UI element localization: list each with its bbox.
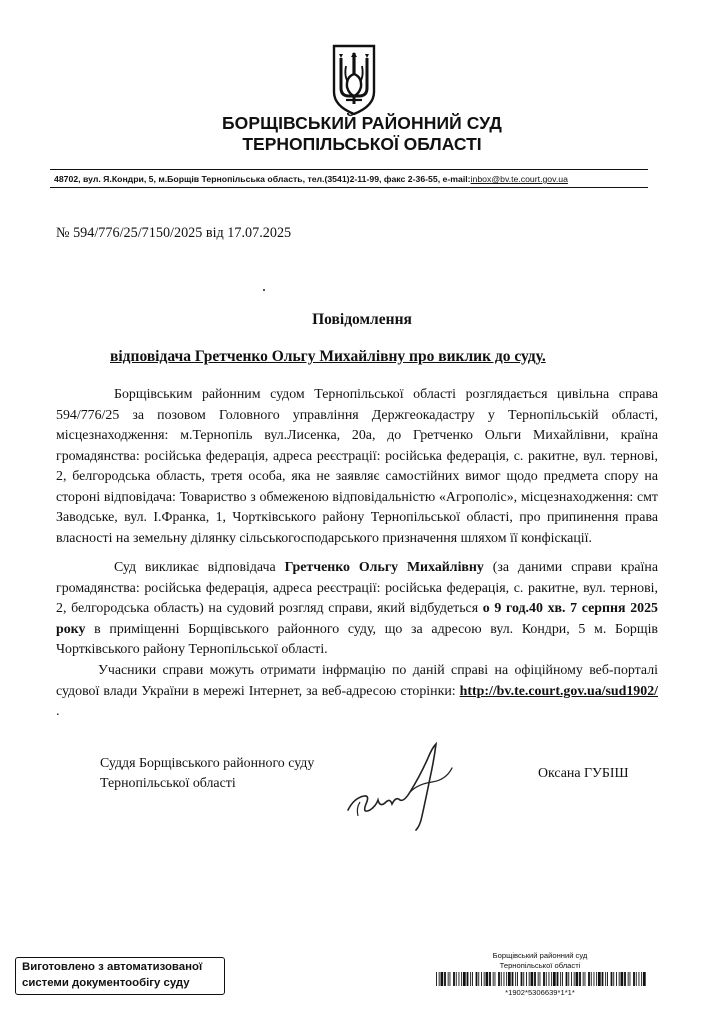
coat-of-arms-icon [331,44,377,116]
barcode-bar [551,972,552,986]
barcode-bar [534,972,536,986]
judge-position [100,754,314,794]
defendant-name: Гретченко Ольгу Михайлівну [284,560,484,575]
barcode-bar [619,972,620,986]
barcode-bar [594,972,595,986]
barcode-bar [439,972,440,986]
barcode-bar [616,972,617,986]
barcode-bar [546,972,547,986]
barcode-court-line2: Тернопільської області [499,961,581,970]
court-name-line1: БОРЩІВСЬКИЙ РАЙОННИЙ СУД [222,113,502,133]
barcode-bar [576,972,579,986]
barcode-bar [566,972,568,986]
barcode-bar [639,972,640,986]
barcode-bar [531,972,534,986]
summons-text-c: в приміщенні Борщівського районного суду, що за адресою вул. Кондри, 5 м. Борщів Чортківського району Тернопільської області. [56,621,658,657]
barcode-bar [521,972,523,986]
header-divider-bottom [50,187,648,188]
barcode-bar [611,972,613,986]
stamp-line1: Виготовлено з автоматизованої [22,961,203,973]
barcode-bar [526,972,527,986]
barcode-bar [540,972,541,986]
address-text: 48702, вул. Я.Кондри, 5, м.Борщів Тернопільська область, тел.(3541)2-11-99, факс 2-36-55, e-mail: [54,174,471,184]
barcode-bar [493,972,494,986]
barcode-bar [605,972,606,986]
barcode-bar [562,972,563,986]
barcode-bar [643,972,646,986]
judge-name: Оксана ГУБІШ [538,766,629,781]
barcode-bar [585,972,586,986]
barcode-bar [553,972,556,986]
barcode-bar [498,972,500,986]
paragraph-case-description: Борщівським районним судом Тернопільської області розглядається цивільна справа 594/776/25 за позовом Головного управління Держгеокадастру у Тернопільській області, місцезнаходження: м.Тернопіль вул.Лисенка, 20а, до Гретченко Ольги Михайлівни, країна громадянства: російська федерація, адреса реєстрації: російська федерація, с. ракитне, вул. тернові, 2, белгородська область, третя особа, яка не заявляє самостійних вимог щодо предмета спору на стороні відповідача: Товариство з обмеженою відповідальністю «Агрополіс», місцезнаходження: смт Заводське, вул. І.Франка, 1, Чортківського району Тернопільської області, про припинення права власності на земельну ділянку сільськогосподарського призначення шляхом її конфіскації. [56,387,658,546]
judge-position-line1: Суддя Борщівського районного суду [100,756,315,771]
paragraph-summons [56,558,658,661]
stamp-line2: системи документообігу суду [22,977,190,989]
document-barcode [436,972,646,986]
summons-text-a: Суд викликає відповідача [114,560,285,575]
barcode-bar [538,972,539,986]
barcode-bar [557,972,559,986]
barcode-court-label [460,951,620,971]
barcode-bar [574,972,575,986]
judge-position-line2: Тернопільської області [100,776,236,791]
barcode-bar [512,972,514,986]
barcode-bar [495,972,496,986]
hearing-time: о 9 год.40 хв. 7 серпня 2025 року [56,601,658,637]
web-info-end: . [56,704,60,719]
barcode-bar [624,972,626,986]
barcode-court-line1: Борщівський районний суд [492,951,588,960]
barcode-bar [484,972,485,986]
barcode-bar [504,972,505,986]
barcode-bar [506,972,507,986]
barcode-number: *1902*5306639*1*1* [505,988,575,997]
barcode-bar [633,972,635,986]
barcode-bar [489,972,491,986]
handwritten-signature [340,738,480,833]
barcode-bar [450,972,451,986]
barcode-bar [596,972,597,986]
automated-system-stamp [15,957,225,995]
registration-number: № 594/776/25/7150/2025 від 17.07.2025 [56,225,292,241]
summons-text-b: (за даними справи країна громадянства: російська федерація, адреса реєстрації: російська федерація, с. ракитне, вул. тернові, 2, белгородська область) на судовий розгляд справи, який відбудеться [56,560,659,616]
barcode-bar [467,972,469,986]
barcode-bar [543,972,545,986]
barcode-bar [621,972,624,986]
court-address [54,174,568,184]
barcode-bar [588,972,590,986]
barcode-bar [579,972,581,986]
court-name-line2: ТЕРНОПІЛЬСЬКОЇ ОБЛАСТІ [242,134,482,154]
barcode-bar [444,972,446,986]
barcode-bar [436,972,437,986]
court-website-link[interactable]: http://bv.te.court.gov.ua/sud1902/ [459,683,658,699]
barcode-bar [456,972,457,986]
barcode-bar [478,972,479,986]
barcode-bar [515,972,516,986]
barcode-bar [486,972,489,986]
barcode-bar [448,972,449,986]
document-title: Повідомлення [312,311,412,328]
barcode-bar [613,972,614,986]
barcode-bar [461,972,462,986]
court-email: inbox@bv.te.court.gov.ua [470,174,568,184]
barcode-bar [441,972,444,986]
barcode-bar [549,972,550,986]
barcode-bar [630,972,631,986]
barcode-bar [607,972,608,986]
barcode-bar [571,972,572,986]
barcode-bar [523,972,524,986]
barcode-bar [476,972,478,986]
web-info-text: Учасники справи можуть отримати інфрмацію по даній справі на офіційному веб-порталі судової влади України в мережі Інтернет, за веб-адресою сторінки: [56,663,658,699]
barcode-bar [568,972,569,986]
barcode-bar [591,972,592,986]
barcode-bar [453,972,455,986]
barcode-bar [517,972,518,986]
barcode-bar [636,972,637,986]
header-divider-top [50,169,648,170]
barcode-bar [583,972,584,986]
barcode-bar [472,972,473,986]
paragraph-web-info [56,661,658,723]
barcode-bar [508,972,511,986]
barcode-bar [560,972,561,986]
scan-dot [263,289,265,291]
barcode-bar [459,972,460,986]
barcode-bar [598,972,601,986]
barcode-bar [501,972,502,986]
document-subtitle: відповідача Гретченко Ольгу Михайлівну про виклик до суду. [110,348,546,365]
barcode-bar [463,972,466,986]
barcode-bar [602,972,604,986]
barcode-bar [529,972,530,986]
barcode-bar [641,972,642,986]
barcode-bar [481,972,482,986]
barcode-bar [470,972,471,986]
barcode-bar [628,972,629,986]
